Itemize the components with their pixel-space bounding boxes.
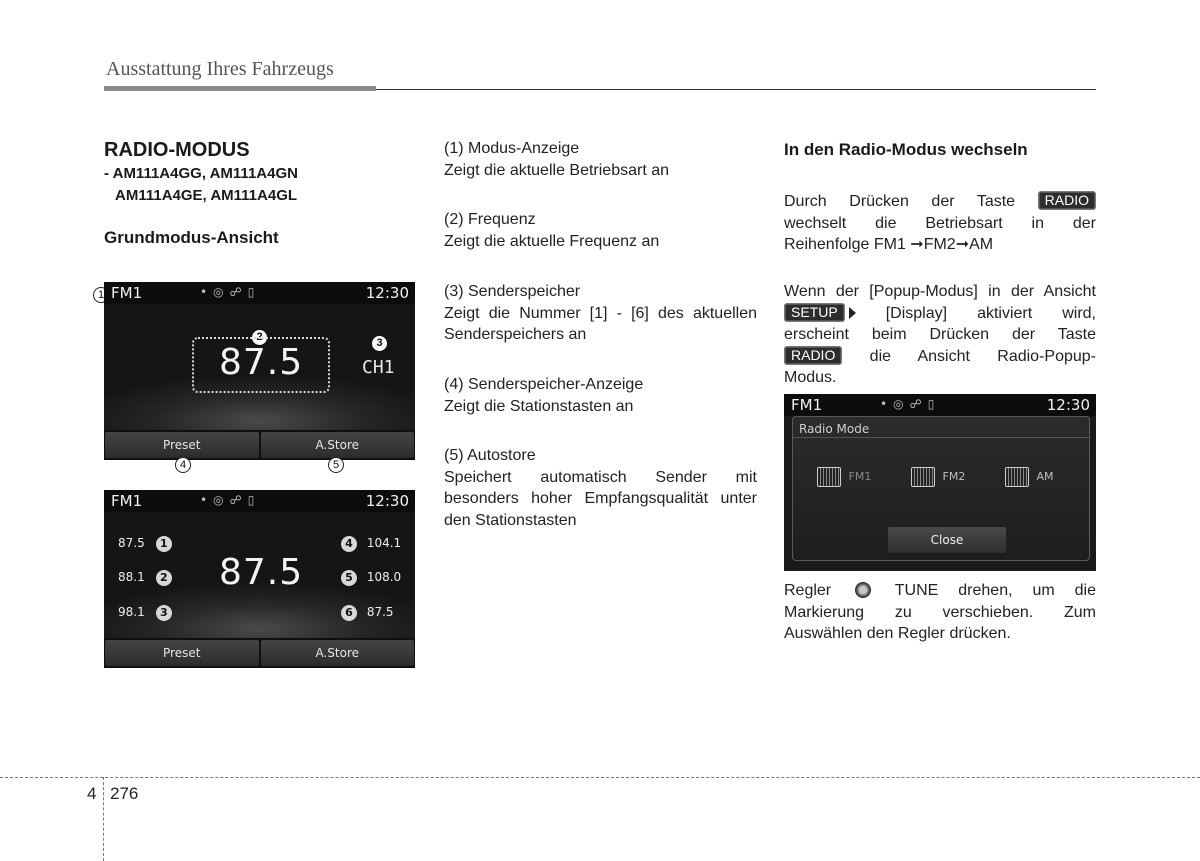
- legend-text: Zeigt die Nummer [1] - [6] des aktuellen: [444, 304, 757, 322]
- tune-knob-icon: [855, 582, 871, 598]
- legend-title: (5) Autostore: [444, 447, 536, 464]
- text-span: die Ansicht Radio-Popup-: [869, 347, 1096, 365]
- option-label: AM: [1036, 470, 1054, 483]
- status-icons: •◎☍▯: [880, 397, 941, 411]
- option-am[interactable]: [1005, 467, 1054, 487]
- subsection-heading: Grundmodus-Ansicht: [104, 228, 279, 247]
- preset-button[interactable]: Preset: [105, 432, 259, 458]
- chapter-number: 4: [87, 784, 97, 803]
- frequency-display: 87.5: [219, 342, 304, 383]
- paragraph-popup: [784, 281, 1096, 389]
- radio-icon: [817, 467, 841, 487]
- text-span: Regler: [784, 582, 832, 599]
- preset-number: 2: [156, 570, 172, 586]
- radio-popup-screen: [784, 394, 1096, 571]
- popup-title: Radio Mode: [799, 422, 870, 436]
- frequency-display: 87.5: [219, 552, 304, 593]
- callout-1: 1: [93, 287, 109, 303]
- text-line: Markierung zu verschieben. Zum: [784, 603, 1096, 621]
- legend-text: Zeigt die aktuelle Frequenz an: [444, 232, 660, 250]
- clock: 12:30: [365, 284, 409, 302]
- header-bar: [104, 86, 376, 91]
- autostore-button[interactable]: A.Store: [261, 640, 415, 666]
- text-line: wechselt die Betriebsart in der: [784, 214, 1096, 232]
- text-line: [784, 346, 1096, 368]
- text-line: [784, 580, 1096, 602]
- paragraph-switch-mode: [784, 191, 1096, 256]
- legend-text: Zeigt die aktuelle Betriebsart an: [444, 161, 670, 179]
- preset-1[interactable]: [118, 536, 172, 552]
- legend-title: (1) Modus-Anzeige: [444, 140, 580, 157]
- popup-divider: [793, 437, 1089, 438]
- status-icons: •◎☍▯: [200, 285, 261, 299]
- band-label: FM1: [111, 492, 143, 510]
- callout-5: 5: [328, 457, 344, 473]
- legend-item-5: [444, 445, 757, 531]
- text-span: Durch Drücken der Taste: [784, 193, 1016, 210]
- softkey-bar: [104, 638, 415, 668]
- preset-freq: 104.1: [366, 536, 402, 550]
- radio-key: RADIO: [784, 346, 842, 365]
- autostore-button[interactable]: A.Store: [261, 432, 415, 458]
- softkey-bar: [104, 430, 415, 460]
- text-span: [Display] aktiviert wird,: [885, 304, 1096, 322]
- preset-freq: 88.1: [118, 570, 145, 584]
- preset-4[interactable]: [341, 536, 401, 552]
- setup-key: SETUP: [784, 303, 845, 322]
- model-codes-line2: AM111A4GE, AM111A4GL: [115, 187, 298, 204]
- text-span: TUNE drehen, um die: [894, 582, 1097, 599]
- radio-basic-screen: [104, 282, 415, 460]
- text-line: Wenn der [Popup-Modus] in der Ansicht: [784, 283, 1096, 300]
- legend-item-1: [444, 138, 757, 181]
- preset-6[interactable]: [341, 605, 394, 621]
- preset-3[interactable]: [118, 605, 172, 621]
- status-bar: [784, 394, 1096, 416]
- callout-2: 2: [252, 330, 267, 345]
- page-number: 276: [110, 784, 139, 803]
- clock: 12:30: [1046, 396, 1090, 414]
- footer-divider: [103, 777, 104, 861]
- paragraph-tune: [784, 580, 1096, 645]
- status-bar: [104, 282, 415, 304]
- preset-2[interactable]: [118, 570, 172, 586]
- text-line: [784, 191, 1096, 213]
- radio-key: RADIO: [1038, 191, 1096, 210]
- legend-text: besonders hoher Empfangsqualität unter: [444, 490, 757, 507]
- header-rule: [376, 89, 1096, 90]
- legend-text: den Stationstasten: [444, 511, 577, 529]
- status-bar: [104, 490, 415, 512]
- band-label: FM1: [791, 396, 823, 414]
- preset-number: 3: [156, 605, 172, 621]
- radio-mode-popup: [792, 416, 1090, 561]
- preset-number: 1: [156, 536, 172, 552]
- section-heading: RADIO-MODUS: [104, 139, 250, 161]
- channel-display: CH1: [362, 357, 395, 378]
- legend-title: (4) Senderspeicher-Anzeige: [444, 376, 644, 393]
- legend-item-3: [444, 281, 757, 346]
- band-label: FM1: [111, 284, 143, 302]
- preset-freq: 87.5: [118, 536, 145, 550]
- preset-5[interactable]: [341, 570, 401, 586]
- status-icons: •◎☍▯: [200, 493, 261, 507]
- preset-number: 6: [341, 605, 357, 621]
- model-codes-line1: - AM111A4GG, AM111A4GN: [104, 165, 298, 182]
- text-line: Reihenfolge FM1 ➞FM2➞AM: [784, 236, 994, 253]
- option-fm1[interactable]: [817, 467, 871, 487]
- preset-freq: 98.1: [118, 605, 145, 619]
- text-line: Auswählen den Regler drücken.: [784, 625, 1011, 642]
- callout-3: 3: [372, 336, 387, 351]
- legend-title: (2) Frequenz: [444, 211, 536, 228]
- radio-icon: [1005, 467, 1029, 487]
- section-heading-radio-mode: In den Radio-Modus wechseln: [784, 140, 1028, 159]
- radio-preset-screen: [104, 490, 415, 668]
- legend-item-4: [444, 374, 757, 417]
- radio-icon: [911, 467, 935, 487]
- option-label: FM1: [848, 470, 872, 483]
- footer-rule: [0, 777, 1200, 778]
- text-line: Modus.: [784, 369, 837, 386]
- arrow-right-icon: [849, 307, 856, 319]
- legend-text: Senderspeichers an: [444, 326, 587, 343]
- page-header-title: Ausstattung Ihres Fahrzeugs: [106, 58, 334, 80]
- preset-number: 4: [341, 536, 357, 552]
- preset-button[interactable]: Preset: [105, 640, 259, 666]
- close-button[interactable]: Close: [888, 527, 1006, 553]
- legend-item-2: [444, 209, 757, 252]
- text-line: [784, 303, 1096, 325]
- preset-freq: 108.0: [366, 570, 402, 584]
- preset-freq: 87.5: [366, 605, 394, 619]
- preset-number: 5: [341, 570, 357, 586]
- option-fm2[interactable]: [911, 467, 965, 487]
- legend-title: (3) Senderspeicher: [444, 283, 581, 300]
- text-line: erscheint beim Drücken der Taste: [784, 326, 1096, 343]
- legend-text: Speichert automatisch Sender mit: [444, 468, 757, 486]
- option-label: FM2: [942, 470, 966, 483]
- callout-4: 4: [175, 457, 191, 473]
- clock: 12:30: [365, 492, 409, 510]
- legend-text: Zeigt die Stationstasten an: [444, 397, 634, 415]
